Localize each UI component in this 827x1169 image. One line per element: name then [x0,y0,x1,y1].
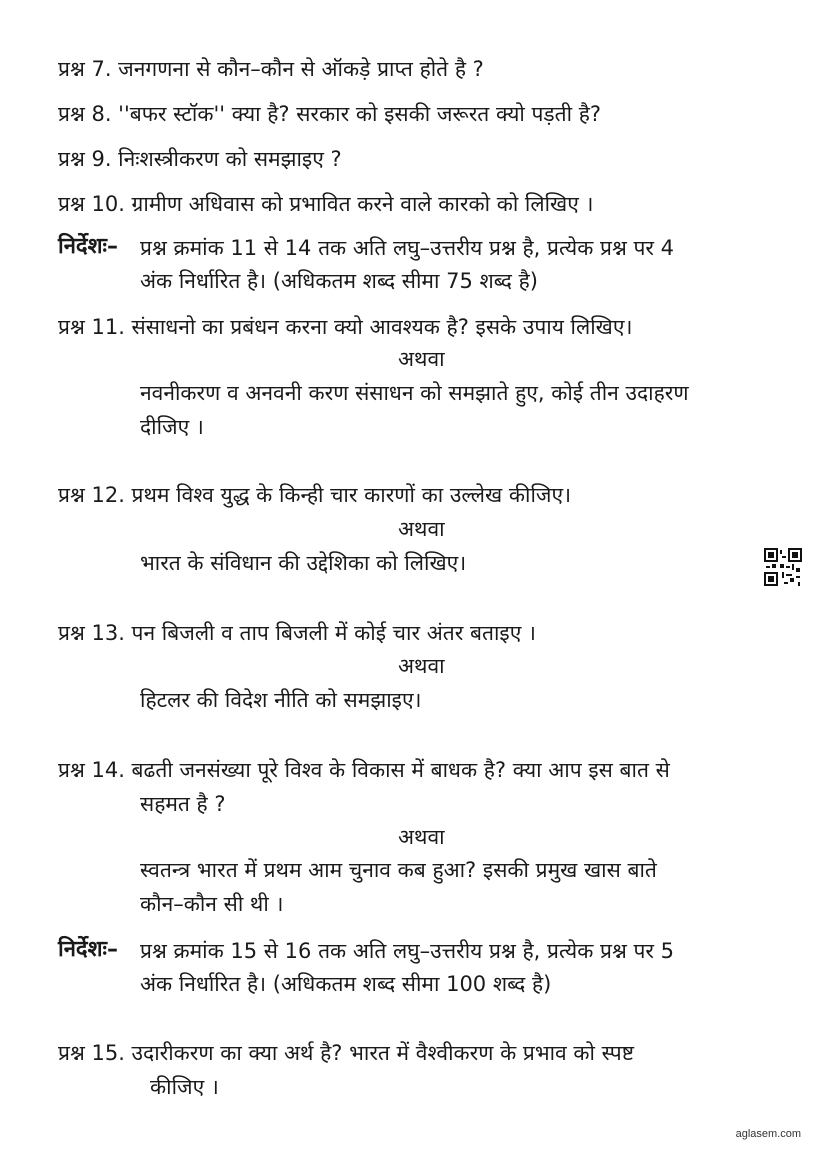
directions-2-line-1: प्रश्न क्रमांक 15 से 16 तक अति लघु–उत्तरीय प्रश्न है, प्रत्येक प्रश्न पर 5 [140,939,675,963]
directions-2-line-2: अंक निर्धारित है। (अधिकतम शब्द सीमा 100 शब्द है) [140,972,552,996]
question-14-alt-line-1: स्वतन्त्र भारत में प्रथम आम चुनाव कब हुआ? इसकी प्रमुख खास बाते [140,858,657,882]
question-11-alt-line-2: दीजिए । [140,415,204,439]
question-15-line-1: प्रश्न 15. उदारीकरण का क्या अर्थ है? भारत में वैश्वीकरण के प्रभाव को स्पष्ट [58,1041,634,1065]
or-label-12: अथवा [398,517,445,541]
question-11-alt-line-1: नवनीकरण व अनवनी करण संसाधन को समझाते हुए, कोई तीन उदाहरण [140,381,689,405]
question-9: प्रश्न 9. निःशस्त्रीकरण को समझाइए ? [58,147,342,171]
question-14-line-1: प्रश्न 14. बढती जनसंख्या पूरे विश्व के विकास में बाधक है? क्या आप इस बात से [58,758,670,782]
question-7: प्रश्न 7. जनगणना से कौन–कौन से ऑकड़े प्राप्त होते है ? [58,57,484,81]
or-label-11: अथवा [398,347,445,371]
question-11: प्रश्न 11. संसाधनो का प्रबंधन करना क्यो आवश्यक है? इसके उपाय लिखिए। [58,315,633,339]
question-8: प्रश्न 8. ''बफर स्टॉक'' क्या है? सरकार को इसकी जरूरत क्यो पड़ती है? [58,102,602,126]
or-label-14: अथवा [398,825,445,849]
directions-label-1: निर्देशः– [58,234,118,259]
directions-1-line-2: अंक निर्धारित है। (अधिकतम शब्द सीमा 75 शब्द है) [140,269,538,293]
question-13-alt: हिटलर की विदेश नीति को समझाइए। [140,688,422,712]
question-14-line-2: सहमत है ? [140,792,226,816]
question-12: प्रश्न 12. प्रथम विश्व युद्ध के किन्ही चार कारणों का उल्लेख कीजिए। [58,483,572,507]
footer-watermark: aglasem.com [735,1128,801,1140]
question-14-alt-line-2: कौन–कौन सी थी । [140,892,284,916]
directions-1-line-1: प्रश्न क्रमांक 11 से 14 तक अति लघु–उत्तरीय प्रश्न है, प्रत्येक प्रश्न पर 4 [140,236,675,260]
question-10: प्रश्न 10. ग्रामीण अधिवास को प्रभावित करने वाले कारको को लिखिए । [58,192,594,216]
question-12-alt: भारत के संविधान की उद्देशिका को लिखिए। [140,551,467,575]
qr-code-icon [764,548,802,586]
or-label-13: अथवा [398,654,445,678]
question-15-line-2: कीजिए । [150,1075,219,1099]
directions-label-2: निर्देशः– [58,937,118,962]
question-13: प्रश्न 13. पन बिजली व ताप बिजली में कोई चार अंतर बताइए । [58,621,536,645]
